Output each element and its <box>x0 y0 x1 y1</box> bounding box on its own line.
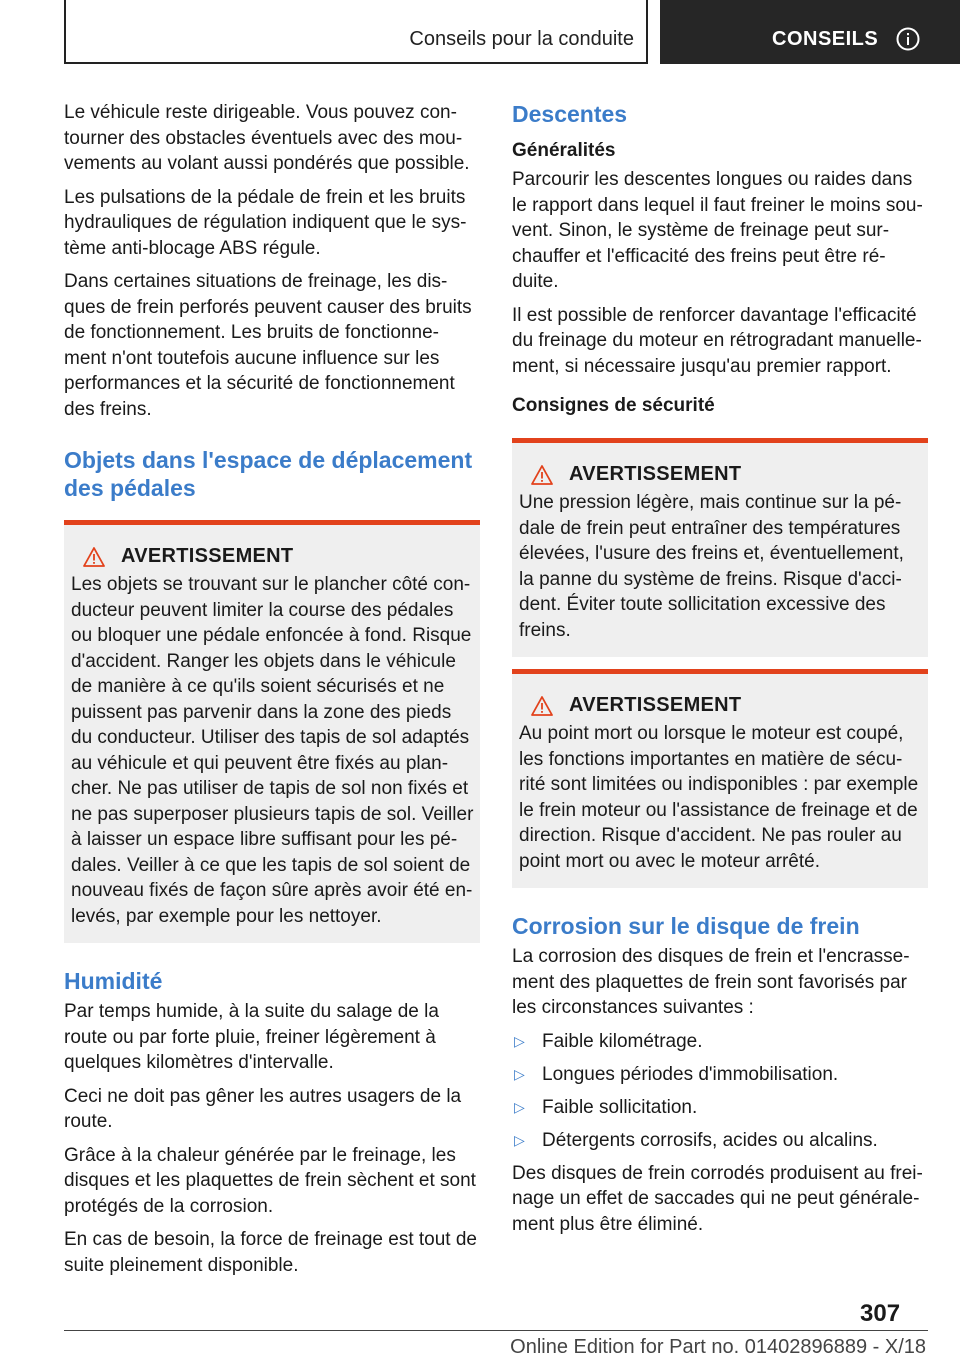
list-item: ▷ Faible kilométrage. <box>514 1030 703 1052</box>
list-item: ▷ Faible sollicitation. <box>514 1096 698 1118</box>
paragraph: En cas de besoin, la force de freinage est tout de suite pleinement disponible. <box>64 1229 477 1276</box>
bullet-triangle-icon: ▷ <box>514 1131 525 1148</box>
paragraph: Ceci ne doit pas gêner les autres usagers de la route. <box>64 1085 462 1132</box>
info-icon <box>896 27 920 51</box>
bullet-triangle-icon: ▷ <box>514 1065 525 1082</box>
paragraph: Des disques de frein corrodés produisent au frei-nage un effet de saccades qui ne peut générale-ment plus être éliminé. <box>512 1162 923 1235</box>
heading-objets: Objets dans l'espace de déplacement des pédales <box>64 447 473 501</box>
heading-generalites: Généralités <box>512 140 616 161</box>
header-section-title: Conseils pour la conduite <box>409 28 634 50</box>
list-item: ▷ Détergents corrosifs, acides ou alcalins. <box>514 1129 878 1151</box>
paragraph: Parcourir les descentes longues ou raides dans le rapport dans lequel il faut freiner le moins sou-vent. Sinon, le système de freinage peut sur-chauffer et l'efficacité des freins peut être ré-duite. <box>512 169 923 292</box>
warning-box <box>512 438 928 657</box>
heading-consignes: Consignes de sécurité <box>512 395 715 416</box>
header-chapter-title: CONSEILS <box>772 28 879 50</box>
paragraph: La corrosion des disques de frein et l'encrasse-ment des plaquettes de frein sont favorisés par les circonstances suivantes : <box>512 946 910 1018</box>
left-column <box>64 100 480 1286</box>
heading-corrosion: Corrosion sur le disque de frein <box>512 913 860 939</box>
heading-descentes: Descentes <box>512 101 628 127</box>
list-item: ▷ Longues périodes d'immobilisation. <box>514 1063 839 1085</box>
warning-title: AVERTISSEMENT <box>569 463 742 485</box>
header-section-tab <box>64 0 648 64</box>
paragraph: Dans certaines situations de freinage, les dis-ques de frein perforés peuvent causer des bruits de fonctionnement. Les bruits de fonctionne-ment n'ont toutefois aucune influence sur les performances et la sécurité de fonctionnement des freins. <box>64 271 472 420</box>
warning-text: Les objets se trouvant sur le plancher côté con-ducteur peuvent limiter la course des pédales ou bloquer une pédale enfoncée à fond. Risque d'accident. Ranger les objets dans le véhicule de manière à ce qu'ils soient sécurisés et ne puissent pas parvenir dans la zone des pieds du conducteur. Utiliser des tapis de sol adaptés au véhicule et qui peuvent être fixés au plan-cher. Ne pas utiliser de tapis de sol non fixés et ne pas superposer plusieurs tapis de sol. Veiller à laisser un espace libre suffisant pour les pé-dales. Veiller à ce que les tapis de sol soient de nouveau fixés de façon sûre après avoir été en-levés, par exemple pour les nettoyer. <box>71 574 474 927</box>
footer-edition: Online Edition for Part no. 01402896889 - X/18 <box>510 1336 926 1358</box>
warning-title: AVERTISSEMENT <box>569 694 742 716</box>
paragraph: Il est possible de renforcer davantage l'efficacité du freinage du moteur en rétrogradant manuelle-ment, si nécessaire jusqu'au premier rapport. <box>512 304 922 377</box>
paragraph: Les pulsations de la pédale de frein et les bruits hydrauliques de régulation indiquent que le sys-tème anti-blocage ABS régule. <box>64 186 467 259</box>
paragraph: Par temps humide, à la suite du salage de la route ou par forte pluie, freiner légèrement à quelques kilomètres d'intervalle. <box>64 1001 439 1073</box>
bullet-list <box>512 1029 928 1153</box>
page-number: 307 <box>860 1300 901 1327</box>
warning-triangle-icon <box>531 696 553 716</box>
warning-box <box>512 669 928 888</box>
footer-divider <box>64 1330 928 1331</box>
warning-triangle-icon <box>531 465 553 485</box>
warning-text: Une pression légère, mais continue sur la pé-dale de frein peut entraîner des températures élevées, l'usure des freins et, éventuellement, la panne du système de freins. Risque d'acci-dent. Éviter toute sollicitation excessive des freins. <box>519 492 904 641</box>
paragraph: Grâce à la chaleur générée par le freinage, les disques et les plaquettes de frein sèchent et sont protégés de la corrosion. <box>64 1144 476 1217</box>
bullet-triangle-icon: ▷ <box>514 1098 525 1115</box>
warning-text: Au point mort ou lorsque le moteur est coupé, les fonctions importantes en matière de sécu-rité sont limitées ou indisponibles : par exemple le frein moteur ou l'assistance de freinage et de direction. Risque d'accident. Ne pas rouler au point mort ou avec le moteur arrêté. <box>519 723 919 872</box>
warning-box <box>64 520 480 943</box>
bullet-triangle-icon: ▷ <box>514 1032 525 1049</box>
heading-humidite: Humidité <box>64 968 163 994</box>
paragraph: Le véhicule reste dirigeable. Vous pouvez con-tourner des obstacles éventuels avec des mou-vements au volant aussi pondérés que possible. <box>64 102 470 174</box>
warning-triangle-icon <box>83 547 105 567</box>
right-column <box>512 100 928 1245</box>
warning-title: AVERTISSEMENT <box>121 545 294 567</box>
